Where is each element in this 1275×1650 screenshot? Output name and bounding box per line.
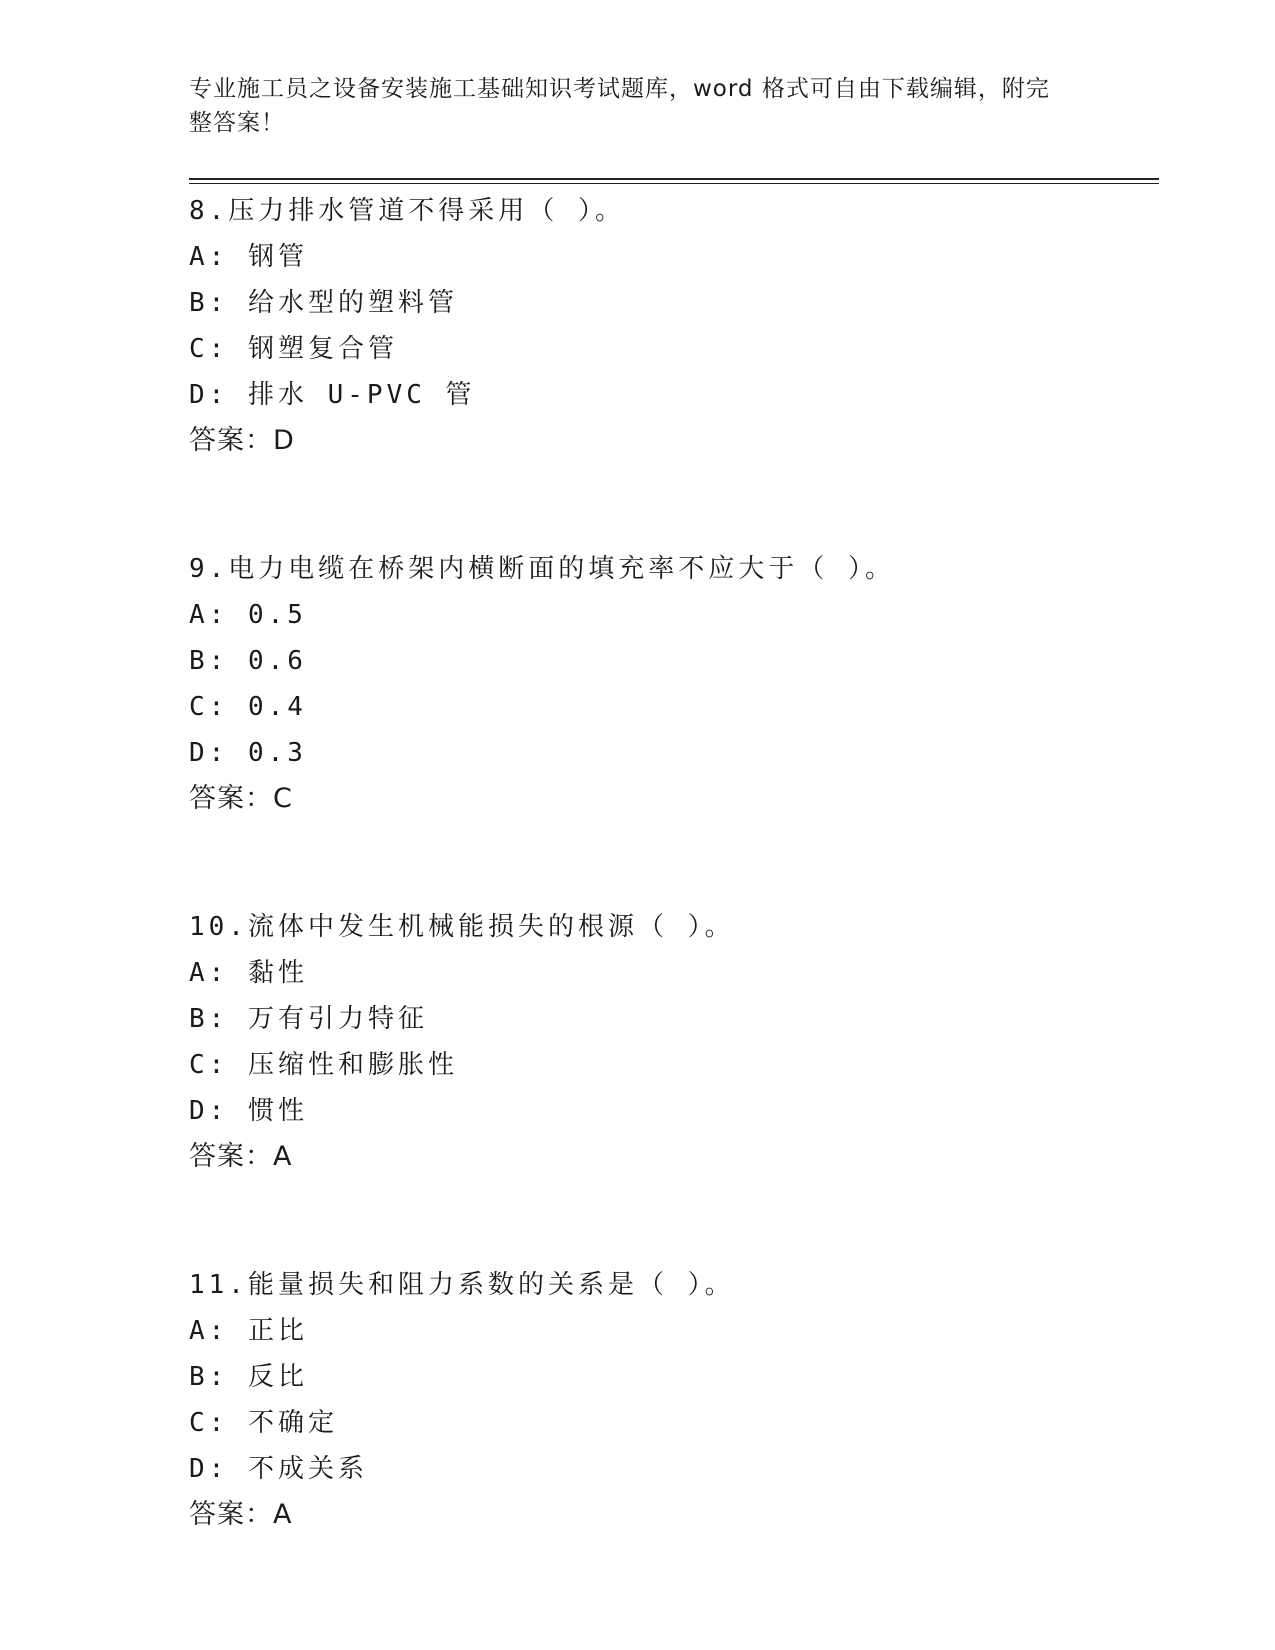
option-a: A: 黏性	[189, 958, 308, 988]
option-c: C: 不确定	[189, 1408, 338, 1438]
question-list	[189, 188, 1149, 1538]
option-b: B: 反比	[189, 1362, 308, 1392]
question-9	[189, 546, 1149, 822]
option-d: D: 不成关系	[189, 1454, 368, 1484]
question-10	[189, 904, 1149, 1180]
option-d: D: 惯性	[189, 1096, 308, 1126]
question-stem: 11.能量损失和阻力系数的关系是（ ）。	[189, 1270, 735, 1300]
answer: 答案：C	[189, 783, 293, 814]
answer: 答案：D	[189, 425, 295, 456]
header-line-1: 专业施工员之设备安装施工基础知识考试题库，word 格式可自由下载编辑，附完	[189, 76, 1050, 102]
question-stem: 8.压力排水管道不得采用（ ）。	[189, 196, 625, 226]
question-stem: 9.电力电缆在桥架内横断面的填充率不应大于（ ）。	[189, 554, 895, 584]
question-8	[189, 188, 1149, 464]
option-c: C: 压缩性和膨胀性	[189, 1050, 458, 1080]
question-stem: 10.流体中发生机械能损失的根源（ ）。	[189, 912, 735, 942]
option-a: A: 正比	[189, 1316, 308, 1346]
option-a: A: 0.5	[189, 600, 307, 630]
header-divider	[189, 178, 1159, 184]
option-c: C: 0.4	[189, 692, 307, 722]
answer: 答案：A	[189, 1141, 293, 1172]
document-header-note	[189, 72, 1089, 140]
option-b: B: 万有引力特征	[189, 1004, 428, 1034]
header-line-2: 整答案！	[189, 110, 285, 136]
option-d: D: 排水 U-PVC 管	[189, 380, 476, 410]
option-d: D: 0.3	[189, 738, 307, 768]
option-b: B: 0.6	[189, 646, 307, 676]
option-a: A: 钢管	[189, 242, 308, 272]
question-11	[189, 1262, 1149, 1538]
answer: 答案：A	[189, 1499, 293, 1530]
option-c: C: 钢塑复合管	[189, 334, 398, 364]
option-b: B: 给水型的塑料管	[189, 288, 458, 318]
